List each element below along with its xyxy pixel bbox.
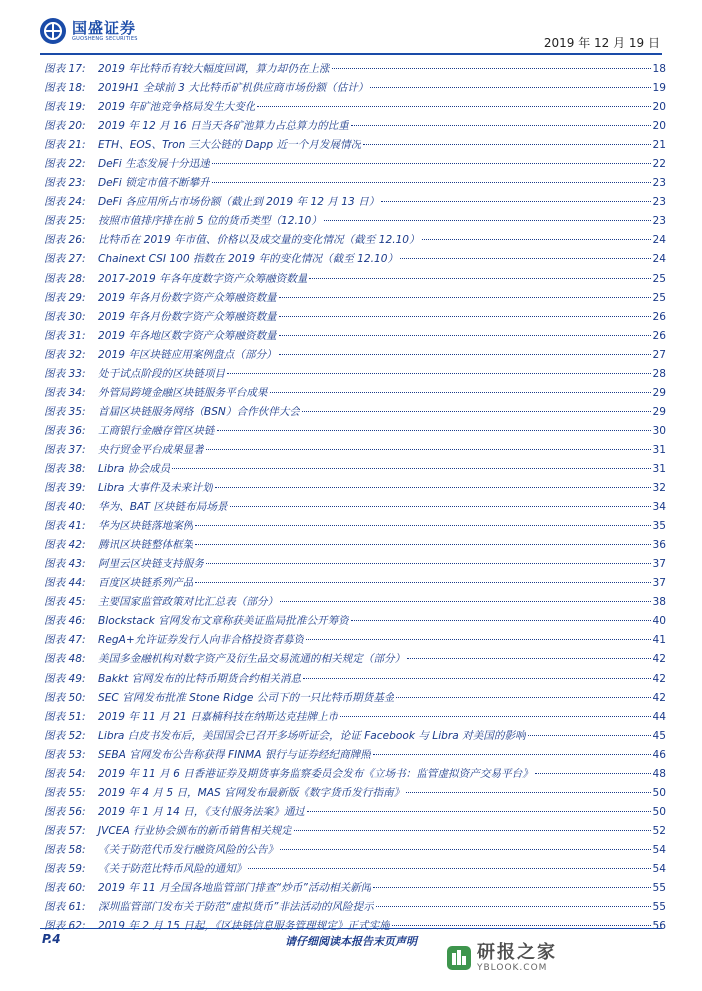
toc-leader-dots (303, 678, 650, 679)
toc-row[interactable] (44, 327, 666, 346)
watermark (445, 943, 557, 973)
toc-figure-title: DeFi 锁定市值不断攀升 (98, 177, 210, 190)
toc-figure-label: 图表 45: (44, 596, 86, 609)
toc-row[interactable] (44, 174, 666, 193)
toc-leader-dots (307, 811, 650, 812)
toc-page-number: 19 (652, 82, 666, 95)
toc-leader-dots (306, 639, 650, 640)
toc-figure-title: 2017-2019 年各年度数字资产众筹融资数量 (98, 272, 308, 285)
toc-leader-dots (206, 449, 651, 450)
watermark-url: YBLOOK.COM (477, 963, 548, 973)
toc-leader-dots (195, 525, 650, 526)
toc-row[interactable] (44, 460, 666, 479)
toc-figure-title: 华为、BAT 区块链布局场景 (98, 501, 228, 514)
toc-figure-label: 图表 54: (44, 767, 86, 780)
toc-page-number: 50 (652, 805, 666, 818)
toc-leader-dots (212, 163, 651, 164)
toc-figure-label: 图表 17: (44, 63, 86, 75)
toc-row[interactable] (44, 403, 666, 422)
toc-page-number: 20 (652, 101, 666, 114)
toc-figure-title: Libra 协会成员 (98, 462, 171, 475)
toc-row[interactable] (44, 79, 666, 98)
toc-figure-title: 2019 年 11 月 6 日香港证券及期货事务监察委员会发布《立场书：监管虚拟资产交易平台》 (98, 767, 533, 780)
toc-figure-title: 2019 年 2 月 15 日起，《区块链信息服务管理规定》正式实施 (98, 920, 390, 933)
toc-page-number: 55 (652, 882, 666, 895)
toc-row[interactable] (44, 898, 666, 917)
toc-figure-title: Libra 大事件及未来计划 (98, 482, 213, 495)
toc-page-number: 32 (652, 482, 666, 495)
toc-row[interactable] (44, 708, 666, 727)
toc-page-number: 37 (652, 558, 666, 571)
toc-figure-label: 图表 22: (44, 158, 86, 171)
toc-leader-dots (422, 239, 651, 240)
toc-figure-title: SEC 官网发布批准 Stone Ridge 公司下的一只比特币期货基金 (98, 691, 395, 704)
toc-page-number: 34 (652, 501, 666, 514)
toc-row[interactable] (44, 98, 666, 117)
toc-leader-dots (279, 354, 651, 355)
toc-row[interactable] (44, 231, 666, 250)
toc-page-number: 54 (652, 843, 666, 856)
toc-figure-label: 图表 56: (44, 805, 86, 818)
toc-row[interactable] (44, 574, 666, 593)
toc-row[interactable] (44, 727, 666, 746)
toc-row[interactable] (44, 289, 666, 308)
toc-row[interactable] (44, 765, 666, 784)
toc-figure-title: 美国多金融机构对数字资产及衍生品交易流通的相关规定（部分） (98, 653, 406, 666)
toc-page-number: 42 (652, 653, 666, 666)
toc-figure-title: 工商银行金融存管区块链 (98, 424, 215, 437)
header-divider (40, 53, 662, 55)
toc-figure-label: 图表 34: (44, 386, 86, 399)
toc-figure-title: 2019 年 11 月全国各地监管部门排查“炒币”活动相关新闻 (98, 882, 372, 895)
toc-figure-label: 图表 26: (44, 234, 86, 247)
toc-row[interactable] (44, 860, 666, 879)
toc-page-number: 48 (652, 767, 666, 780)
company-logo (40, 18, 138, 44)
toc-figure-label: 图表 37: (44, 443, 86, 456)
toc-page-number: 35 (652, 520, 666, 533)
toc-leader-dots (279, 335, 651, 336)
toc-page-number: 30 (652, 424, 666, 437)
toc-page-number: 31 (652, 443, 666, 456)
toc-leader-dots (279, 316, 651, 317)
toc-leader-dots (172, 468, 650, 469)
toc-page-number: 23 (652, 196, 666, 209)
toc-row[interactable] (44, 593, 666, 612)
toc-leader-dots (215, 487, 651, 488)
watermark-name: 研报之家 (477, 942, 557, 963)
toc-row[interactable] (44, 670, 666, 689)
toc-figure-label: 图表 60: (44, 882, 86, 895)
toc-leader-dots (373, 887, 650, 888)
toc-leader-dots (217, 430, 651, 431)
toc-leader-dots (370, 87, 650, 88)
watermark-logo-icon (445, 944, 473, 972)
toc-figure-title: RegA+允许证券发行人向非合格投资者募资 (98, 634, 305, 647)
toc-figure-title: Chainext CSI 100 指数在 2019 年的变化情况（截至 12.10） (98, 253, 399, 266)
toc-figure-label: 图表 21: (44, 139, 86, 152)
toc-page-number: 18 (652, 63, 666, 75)
toc-figure-label: 图表 36: (44, 424, 86, 437)
toc-leader-dots (280, 601, 650, 602)
toc-figure-title: DeFi 生态发展十分迅速 (98, 158, 210, 171)
toc-page-number: 31 (652, 462, 666, 475)
toc-page-number: 29 (652, 386, 666, 399)
toc-page-number: 55 (652, 901, 666, 914)
toc-figure-label: 图表 33: (44, 367, 86, 380)
report-date: 2019 年 12 月 19 日 (543, 36, 660, 50)
toc-figure-title: 2019H1 全球前 3 大比特币矿机供应商市场份额（估计） (98, 82, 369, 95)
toc-row[interactable] (44, 555, 666, 574)
toc-figure-label: 图表 19: (44, 101, 86, 114)
toc-leader-dots (396, 697, 650, 698)
toc-leader-dots (351, 620, 651, 621)
toc-figure-title: 阿里云区块链支持服务 (98, 558, 204, 571)
toc-leader-dots (332, 68, 651, 69)
toc-leader-dots (280, 849, 650, 850)
toc-figure-label: 图表 51: (44, 710, 86, 723)
toc-page-number: 50 (652, 786, 666, 799)
toc-page-number: 37 (652, 577, 666, 590)
figure-list (44, 60, 666, 936)
company-logo-icon (40, 18, 66, 44)
toc-leader-dots (406, 792, 650, 793)
toc-row[interactable] (44, 689, 666, 708)
toc-row[interactable] (44, 841, 666, 860)
toc-page-number: 26 (652, 310, 666, 323)
toc-figure-title: 主要国家监管政策对比汇总表（部分） (98, 596, 279, 609)
toc-row[interactable] (44, 346, 666, 365)
toc-figure-label: 图表 35: (44, 405, 86, 418)
toc-page-number: 26 (652, 329, 666, 342)
toc-figure-title: 首届区块链服务网络（BSN）合作伙伴大会 (98, 405, 301, 418)
toc-figure-title: 2019 年 1 月 14 日，《支付服务法案》通过 (98, 805, 306, 818)
toc-figure-title: 2019 年各地区数字资产众筹融资数量 (98, 329, 277, 342)
toc-page-number: 24 (652, 253, 666, 266)
toc-figure-label: 图表 27: (44, 253, 86, 266)
toc-leader-dots (270, 392, 651, 393)
toc-row[interactable] (44, 365, 666, 384)
toc-row[interactable] (44, 193, 666, 212)
toc-figure-title: 处于试点阶段的区块链项目 (98, 367, 226, 380)
toc-figure-label: 图表 29: (44, 291, 86, 304)
toc-leader-dots (324, 220, 651, 221)
toc-row[interactable] (44, 784, 666, 803)
toc-figure-title: 2019 年比特币有较大幅度回调，算力却仍在上涨 (98, 63, 330, 75)
toc-figure-label: 图表 23: (44, 177, 86, 190)
toc-row[interactable] (44, 250, 666, 269)
toc-figure-label: 图表 48: (44, 653, 86, 666)
company-name-en: GUOSHENG SECURITIES (72, 35, 138, 42)
toc-figure-label: 图表 49: (44, 672, 86, 685)
toc-row[interactable] (44, 384, 666, 403)
toc-leader-dots (302, 411, 651, 412)
toc-row[interactable] (44, 803, 666, 822)
footer-divider (40, 928, 662, 929)
toc-page-number: 42 (652, 691, 666, 704)
toc-leader-dots (212, 182, 651, 183)
toc-figure-label: 图表 44: (44, 577, 86, 590)
toc-figure-title: 腾讯区块链整体框架 (98, 539, 194, 552)
toc-page-number: 52 (652, 824, 666, 837)
toc-row[interactable] (44, 155, 666, 174)
toc-leader-dots (373, 754, 651, 755)
toc-figure-title: Blockstack 官网发布文章称获美证监局批准公开筹资 (98, 615, 349, 628)
toc-leader-dots (248, 868, 650, 869)
toc-figure-label: 图表 58: (44, 843, 86, 856)
toc-page-number: 25 (652, 272, 666, 285)
toc-row[interactable] (44, 517, 666, 536)
toc-leader-dots (195, 582, 650, 583)
toc-figure-label: 图表 52: (44, 729, 86, 742)
toc-page-number: 29 (652, 405, 666, 418)
toc-page-number: 54 (652, 862, 666, 875)
disclaimer-note: 请仔细阅读本报告末页声明 (285, 935, 417, 948)
toc-figure-title: SEBA 官网发布公告称获得 FINMA 银行与证券经纪商牌照 (98, 748, 371, 761)
toc-page-number: 21 (652, 139, 666, 152)
page-header (0, 0, 702, 56)
toc-figure-label: 图表 40: (44, 501, 86, 514)
toc-figure-title: 央行贸金平台成果显著 (98, 443, 204, 456)
toc-page-number: 36 (652, 539, 666, 552)
toc-row[interactable] (44, 441, 666, 460)
toc-figure-title: 比特币在 2019 年市值、价格以及成交量的变化情况（截至 12.10） (98, 234, 420, 247)
toc-figure-title: JVCEA 行业协会颁布的新币销售相关规定 (98, 824, 292, 837)
toc-figure-title: Libra 白皮书发布后，美国国会已召开多场听证会，论证 Facebook 与 Libra 对美国的影响 (98, 729, 526, 742)
toc-page-number: 23 (652, 215, 666, 228)
toc-page-number: 28 (652, 367, 666, 380)
toc-figure-title: ETH、EOS、Tron 三大公链的 Dapp 近一个月发展情况 (98, 139, 362, 152)
toc-figure-label: 图表 39: (44, 482, 86, 495)
toc-figure-title: 2019 年各月份数字资产众筹融资数量 (98, 291, 277, 304)
toc-figure-title: 2019 年 12 月 16 日当天各矿池算力占总算力的比重 (98, 120, 349, 133)
toc-page-number: 20 (652, 120, 666, 133)
toc-page-number: 45 (652, 729, 666, 742)
toc-leader-dots (363, 144, 650, 145)
toc-figure-title: 百度区块链系列产品 (98, 577, 194, 590)
toc-leader-dots (535, 773, 651, 774)
toc-leader-dots (351, 125, 651, 126)
toc-row[interactable] (44, 498, 666, 517)
toc-leader-dots (528, 735, 651, 736)
toc-leader-dots (227, 373, 650, 374)
toc-row[interactable] (44, 422, 666, 441)
toc-leader-dots (400, 258, 650, 259)
toc-row[interactable] (44, 117, 666, 136)
toc-figure-title: 外管局跨境金融区块链服务平台成果 (98, 386, 268, 399)
toc-figure-label: 图表 20: (44, 120, 86, 133)
toc-row[interactable] (44, 631, 666, 650)
toc-figure-label: 图表 28: (44, 272, 86, 285)
toc-figure-label: 图表 53: (44, 748, 86, 761)
toc-row[interactable] (44, 879, 666, 898)
toc-page-number: 22 (652, 158, 666, 171)
toc-figure-title: 华为区块链落地案例 (98, 520, 194, 533)
toc-figure-title: 2019 年矿池竞争格局发生大变化 (98, 101, 256, 114)
toc-page-number: 44 (652, 710, 666, 723)
toc-page-number: 23 (652, 177, 666, 190)
toc-figure-label: 图表 57: (44, 824, 86, 837)
toc-figure-label: 图表 38: (44, 462, 86, 475)
toc-figure-title: 《关于防范代币发行融资风险的公告》 (98, 843, 279, 856)
toc-figure-label: 图表 18: (44, 82, 86, 95)
toc-leader-dots (407, 658, 650, 659)
page-number: P.4 (42, 932, 61, 946)
toc-figure-title: 《关于防范比特币风险的通知》 (98, 862, 247, 875)
toc-figure-title: 2019 年各月份数字资产众筹融资数量 (98, 310, 277, 323)
toc-row[interactable] (44, 746, 666, 765)
toc-figure-title: 2019 年区块链应用案例盘点（部分） (98, 348, 277, 361)
toc-row[interactable] (44, 60, 666, 79)
toc-page-number: 25 (652, 291, 666, 304)
toc-figure-title: 2019 年 11 月 21 日嘉楠科技在纳斯达克挂牌上市 (98, 710, 339, 723)
toc-leader-dots (279, 297, 651, 298)
toc-figure-title: DeFi 各应用所占市场份额（截止到 2019 年 12 月 13 日） (98, 196, 380, 209)
toc-leader-dots (309, 278, 650, 279)
toc-row[interactable] (44, 212, 666, 231)
toc-figure-label: 图表 41: (44, 520, 86, 533)
toc-figure-title: 深圳监管部门发布关于防范“虚拟货币”非法活动的风险提示 (98, 901, 374, 914)
toc-page-number: 27 (652, 348, 666, 361)
toc-page-number: 46 (652, 748, 666, 761)
toc-page-number: 41 (652, 634, 666, 647)
toc-figure-label: 图表 47: (44, 634, 86, 647)
toc-figure-label: 图表 24: (44, 196, 86, 209)
toc-page-number: 24 (652, 234, 666, 247)
toc-row[interactable] (44, 270, 666, 289)
toc-leader-dots (381, 201, 650, 202)
toc-row[interactable] (44, 479, 666, 498)
toc-figure-label: 图表 55: (44, 786, 86, 799)
toc-leader-dots (206, 563, 651, 564)
toc-figure-title: Bakkt 官网发布的比特币期货合约相关消息 (98, 672, 302, 685)
toc-leader-dots (195, 544, 650, 545)
toc-row[interactable] (44, 536, 666, 555)
toc-row[interactable] (44, 136, 666, 155)
toc-figure-label: 图表 46: (44, 615, 86, 628)
toc-figure-label: 图表 32: (44, 348, 86, 361)
toc-page-number: 56 (652, 920, 666, 933)
toc-figure-label: 图表 61: (44, 901, 86, 914)
toc-figure-title: 2019 年 4 月 5 日，MAS 官网发布最新版《数字货币发行指南》 (98, 786, 405, 799)
toc-figure-label: 图表 59: (44, 862, 86, 875)
toc-page-number: 42 (652, 672, 666, 685)
toc-figure-title: 按照市值排序排在前 5 位的货币类型（12.10） (98, 215, 322, 228)
toc-leader-dots (257, 106, 650, 107)
toc-page-number: 38 (652, 596, 666, 609)
toc-figure-label: 图表 25: (44, 215, 86, 228)
toc-row[interactable] (44, 308, 666, 327)
toc-row[interactable] (44, 822, 666, 841)
toc-row[interactable] (44, 650, 666, 669)
toc-leader-dots (230, 506, 651, 507)
toc-row[interactable] (44, 612, 666, 631)
toc-figure-label: 图表 62: (44, 920, 86, 933)
toc-figure-label: 图表 42: (44, 539, 86, 552)
toc-page-number: 40 (652, 615, 666, 628)
toc-leader-dots (392, 925, 651, 926)
toc-leader-dots (340, 716, 650, 717)
toc-figure-label: 图表 50: (44, 691, 86, 704)
toc-leader-dots (376, 906, 651, 907)
company-name: 国盛证券 (72, 18, 137, 37)
toc-figure-label: 图表 30: (44, 310, 86, 323)
toc-figure-label: 图表 31: (44, 329, 86, 342)
toc-leader-dots (294, 830, 651, 831)
toc-figure-label: 图表 43: (44, 558, 86, 571)
